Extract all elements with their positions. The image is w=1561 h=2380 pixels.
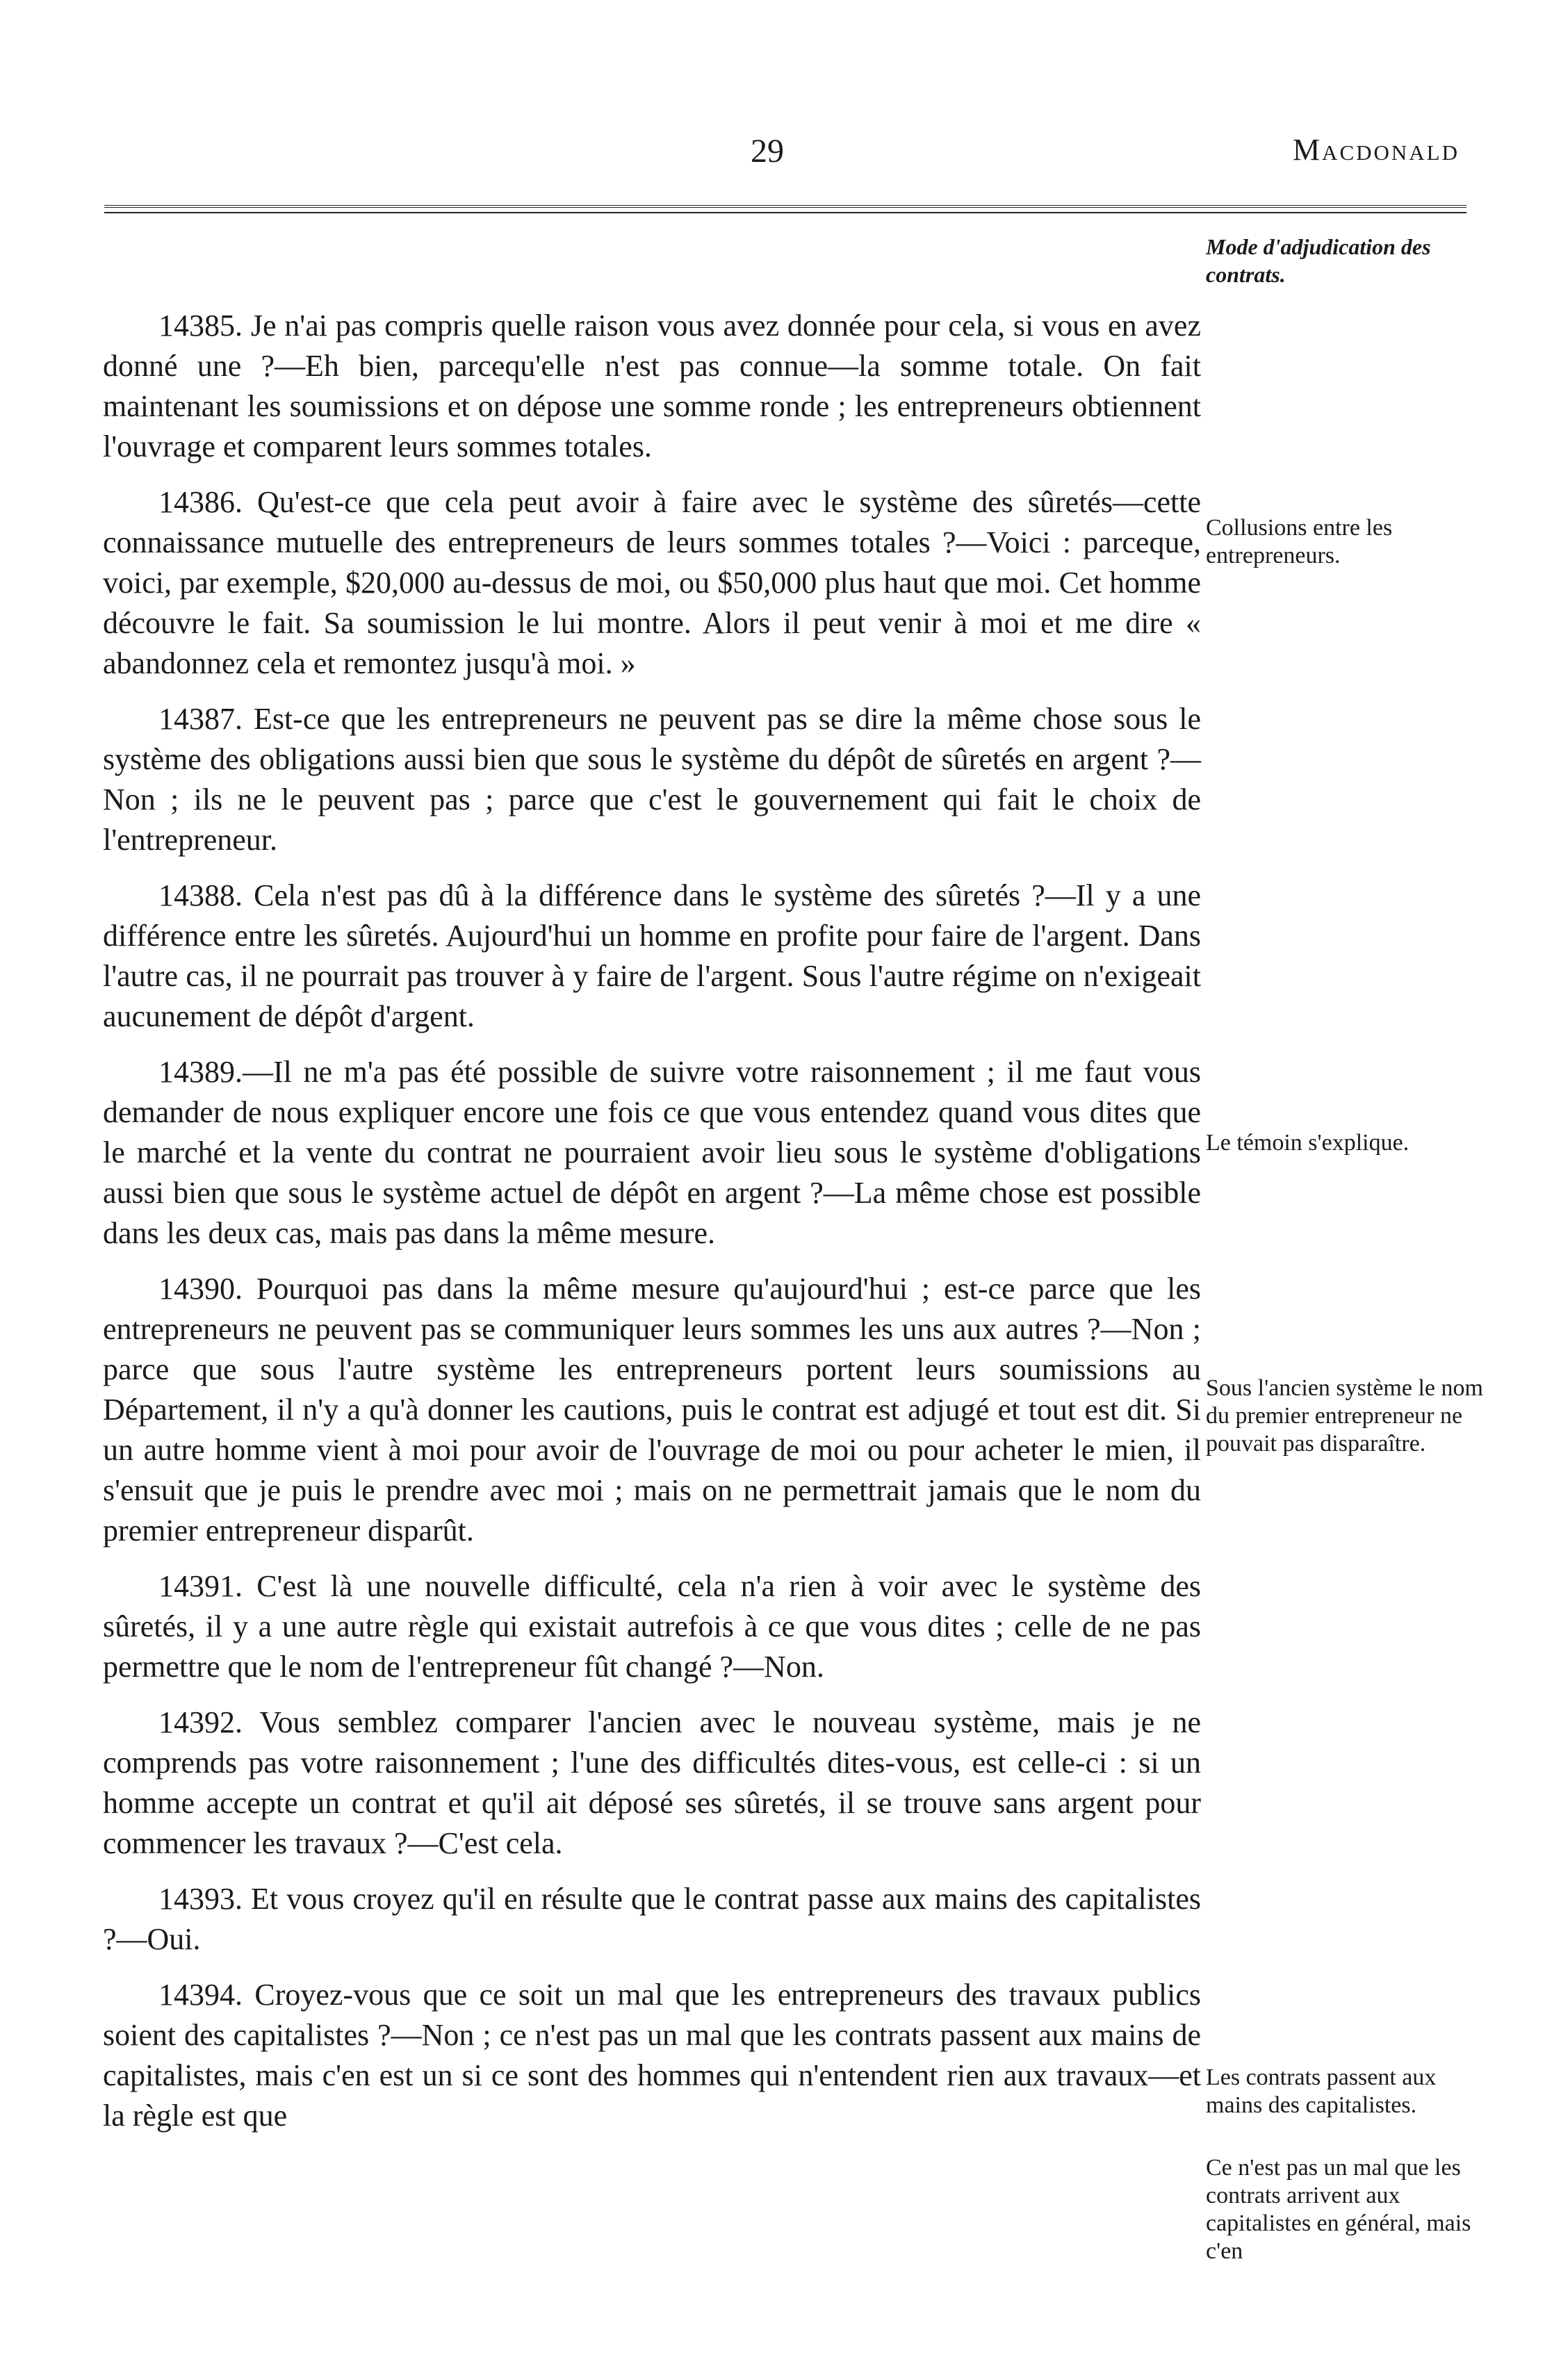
running-title: Macdonald [1292,133,1460,167]
sidenote-mode-adjudication: Mode d'adjudication des contrats. [1206,234,1431,287]
page-header [104,118,1460,174]
paragraph-14385: 14385. Je n'ai pas compris quelle raison vous avez donnée pour cela, si vous en avez donné une ?—Eh bien, parcequ'elle n'est pas connue—la somme totale. On fait maintenant les soumissions et on dépose une somme ronde ; les entrepreneurs obtiennent l'ouvrage et comparent leurs sommes totales. [103,309,1201,463]
main-text [103,306,1201,2151]
paragraph-14389: 14389.—Il ne m'a pas été possible de suivre votre raisonnement ; il me faut vous demander de nous expliquer encore une fois ce que vous entendez quand vous dites que le marché et la vente du contrat ne pourraient avoir lieu sous le système d'obligations aussi bien que sous le système actuel de dépôt en argent ?—La même chose est possible dans les deux cas, mais pas dans la même mesure. [103,1055,1201,1250]
page-number: 29 [751,133,784,170]
paragraph-14393: 14393. Et vous croyez qu'il en résulte que le contrat passe aux mains des capitalistes ?—Oui. [103,1882,1201,1956]
sidenote-collusions: Collusions entre les entrepreneurs. [1206,515,1393,568]
sidenote-temoin: Le témoin s'explique. [1206,1130,1409,1156]
sidenote-capitalistes: Les contrats passent aux mains des capitalistes. [1206,2065,1437,2118]
header-rule [104,205,1466,213]
paragraph-14391: 14391. C'est là une nouvelle difficulté, cela n'a rien à voir avec le système des sûretés, il y a une autre règle qui existait autrefois à ce que vous dites ; celle de ne pas permettre que le nom de l'entrepreneur fût changé ?—Non. [103,1569,1201,1684]
sidenote-ancien-systeme: Sous l'ancien système le nom du premier entrepreneur ne pouvait pas disparaître. [1206,1375,1483,1456]
paragraph-14392: 14392. Vous semblez comparer l'ancien avec le nouveau système, mais je ne comprends pas votre raisonnement ; l'une des difficultés dites-vous, est celle-ci : si un homme accepte un contrat et qu'il ait déposé ses sûretés, il se trouve sans argent pour commencer les travaux ?—C'est cela. [103,1705,1201,1860]
paragraph-14388: 14388. Cela n'est pas dû à la différence dans le système des sûretés ?—Il y a une différence entre les sûretés. Aujourd'hui un homme en profite pour faire de l'argent. Dans l'autre cas, il ne pourrait pas trouver à y faire de l'argent. Sous l'autre régime on n'exigeait aucunement de dépôt d'argent. [103,878,1201,1033]
paragraph-14387: 14387. Est-ce que les entrepreneurs ne peuvent pas se dire la même chose sous le système des obligations aussi bien que sous le système du dépôt de sûretés en argent ?—Non ; ils ne le peuvent pas ; parce que c'est le gouvernement qui fait le choix de l'entrepreneur. [103,702,1201,857]
sidenote-pas-un-mal: Ce n'est pas un mal que les contrats arrivent aux capitalistes en général, mais c'en [1206,2155,1471,2264]
paragraph-14386: 14386. Qu'est-ce que cela peut avoir à faire avec le système des sûretés—cette connaissance mutuelle des entrepreneurs de leurs sommes totales ?—Voici : parceque, voici, par exemple, $20,000 au-dessus de moi, ou $50,000 plus haut que moi. Cet homme découvre le fait. Sa soumission le lui montre. Alors il peut venir à moi et me dire « abandonnez cela et remontez jusqu'à moi. » [103,485,1201,680]
paragraph-14394: 14394. Croyez-vous que ce soit un mal que les entrepreneurs des travaux publics soient des capitalistes ?—Non ; ce n'est pas un mal que les contrats passent aux mains de capitalistes, mais c'en est un si ce sont des hommes qui n'entendent rien aux travaux—et la règle est que [103,1978,1201,2133]
paragraph-14390: 14390. Pourquoi pas dans la même mesure qu'aujourd'hui ; est-ce parce que les entrepreneurs ne peuvent pas se communiquer leurs sommes les uns aux autres ?—Non ; parce que sous l'autre système les entrepreneurs portent leurs soumissions au Département, il n'y a qu'à donner les cautions, puis le contrat est adjugé et tout est dit. Si un autre homme vient à moi pour avoir de l'ouvrage de moi ou pour acheter le mien, il s'ensuit que je puis le prendre avec moi ; mais on ne permettrait jamais que le nom du premier entrepreneur disparût. [103,1272,1201,1548]
